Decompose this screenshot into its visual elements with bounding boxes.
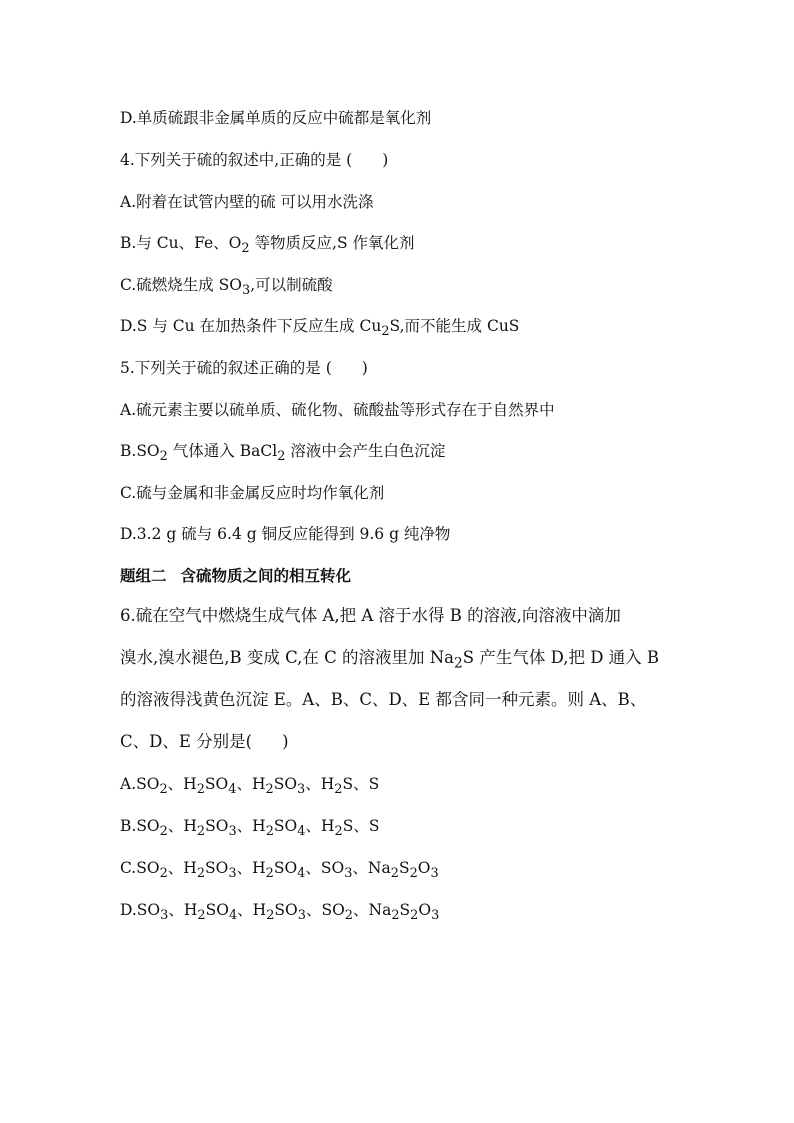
q4-option-c: C.硫燃烧生成 $SO_3$,可以制硫酸 [120,276,333,299]
q6-stem-line-3: 的溶液得浅黄色沉淀 E。A、B、C、D、E 都含同一种元素。则 A、B、 [120,690,647,709]
q6-stem-line-2: 溴水,溴水褪色,B 变成 C,在 C 的溶液里加 $Na_2S$ 产生气体 D,把 D 通入 B [120,648,660,672]
q6-option-c: $C.SO_2$、$H_2SO_3$、$H_2SO_4$、$SO_3$、$Na_2S_2O_3$ [120,859,439,882]
answer-bracket-open: ( [346,151,353,169]
q4-stem: 4.下列关于硫的叙述中,正确的是 ( ) [120,151,389,169]
q4-option-a: A.附着在试管内壁的硫 可以用水洗涤 [120,193,374,211]
q5-stem: 5.下列关于硫的叙述正确的是 ( ) [120,359,368,377]
q5-option-b: $B.SO_2$ 气体通入 BaCl$_2$ 溶液中会产生白色沉淀 [120,442,446,465]
section-label: 题组二 [120,567,167,585]
section-heading [120,566,351,586]
q6-stem-line-1: 6.硫在空气中燃烧生成气体 A,把 A 溶于水得 B 的溶液,向溶液中滴加 [120,606,621,625]
q6-stem-line-4: C、D、E 分别是( ) [120,732,289,751]
q6-option-a: $A.SO_2$、$H_2SO_4$、$H_2SO_3$、$H_2S$、S [120,775,380,798]
q5-option-a: A.硫元素主要以硫单质、硫化物、硫酸盐等形式存在于自然界中 [120,401,555,419]
q5-option-c: C.硫与金属和非金属反应时均作氧化剂 [120,484,385,502]
q6-option-d: $D.SO_3$、$H_2SO_4$、$H_2SO_3$、$SO_2$、$Na_2S_2O_3$ [120,901,440,924]
answer-bracket-close: ) [282,732,289,751]
q4-option-d: D.S 与 Cu 在加热条件下反应生成 $Cu_2S$,而不能生成 CuS [120,317,520,340]
answer-bracket-close: ) [382,151,389,169]
q6-option-b: $B.SO_2$、$H_2SO_3$、$H_2SO_4$、$H_2S$、S [120,817,380,840]
q4-option-b: B.与 Cu、Fe、$O_2$ 等物质反应,S 作氧化剂 [120,234,415,257]
answer-bracket-close: ) [361,359,368,377]
section-title: 含硫物质之间的相互转化 [180,567,352,585]
answer-bracket-open: ( [325,359,332,377]
q5-option-d: D.3.2 g 硫与 6.4 g 铜反应能得到 9.6 g 纯净物 [120,525,451,543]
q3-option-d: D.单质硫跟非金属单质的反应中硫都是氧化剂 [120,109,432,127]
